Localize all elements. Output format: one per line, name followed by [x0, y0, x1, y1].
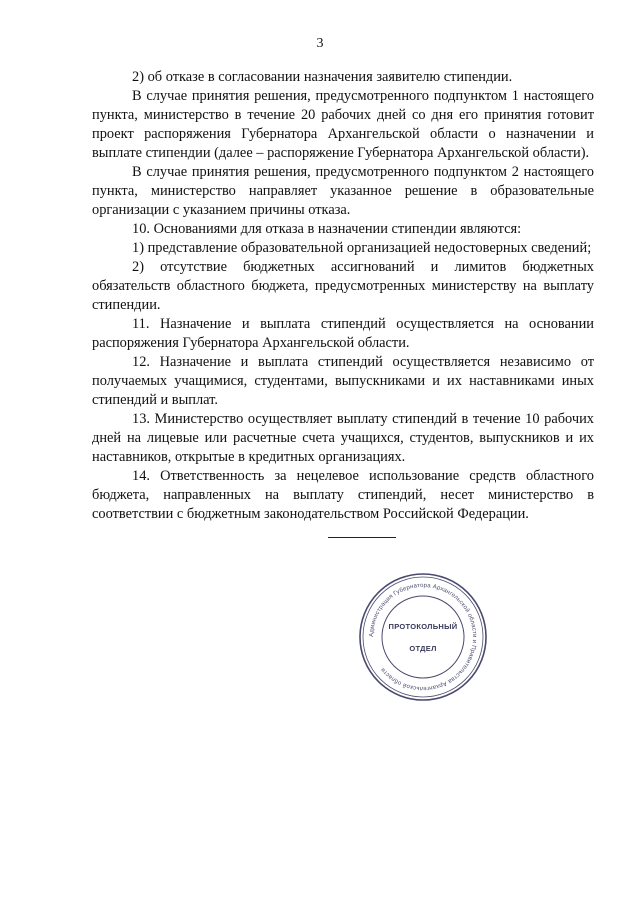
paragraph-decision-subitem-2: В случае принятия решения, предусмотренного подпунктом 2 настоящего пункта, министерство направляет указанное решение в образовательные организации с указанием причины отказа. — [92, 164, 594, 218]
paragraph-12: 12. Назначение и выплата стипендий осуществляется независимо от получаемых учащимися, студентами, выпускниками и их наставниками иных стипендий и выплат. — [92, 354, 594, 408]
svg-text:Администрация Губернатора Арха — [369, 583, 477, 691]
paragraph-13: 13. Министерство осуществляет выплату стипендий в течение 10 рабочих дней на лицевые или расчетные счета учащихся, студентов, выпускников и их наставников, открытые в кредитных организациях. — [92, 411, 594, 465]
stamp-label-line1: ПРОТОКОЛЬНЫЙ — [388, 622, 458, 631]
stamp-label-line2: ОТДЕЛ — [409, 644, 437, 653]
official-stamp — [356, 570, 490, 704]
end-divider-line — [328, 537, 396, 538]
paragraph-11: 11. Назначение и выплата стипендий осуществляется на основании распоряжения Губернатора Архангельской области. — [92, 316, 594, 351]
paragraph-10-item-1: 1) представление образовательной организацией недостоверных сведений; — [132, 240, 592, 256]
paragraph-14: 14. Ответственность за нецелевое использование средств областного бюджета, направленных на выплату стипендий, несет министерство в соответствии с бюджетным законодательством Российской Федерации. — [92, 468, 594, 522]
paragraph-item-2-refusal: 2) об отказе в согласовании назначения заявителю стипендии. — [132, 69, 513, 85]
stamp-seal-graphic — [356, 570, 490, 704]
page-number: 3 — [316, 36, 324, 51]
stamp-ring-text: Администрация Губернатора Архангельской области и Правительства Архангельской области — [368, 582, 478, 692]
paragraph-10-grounds: 10. Основаниями для отказа в назначении стипендии являются: — [132, 221, 522, 237]
document-body — [92, 68, 594, 524]
paragraph-decision-subitem-1: В случае принятия решения, предусмотренного подпунктом 1 настоящего пункта, министерство в течение 20 рабочих дней со дня его принятия готовит проект распоряжения Губернатора Архангельской области о назначении и выплате стипендии (далее – распоряжение Губернатора Архангельской области). — [92, 88, 594, 161]
paragraph-10-item-2: 2) отсутствие бюджетных ассигнований и лимитов бюджетных обязательств областного бюджета, предусмотренных министерству на выплату стипендии. — [92, 259, 594, 313]
